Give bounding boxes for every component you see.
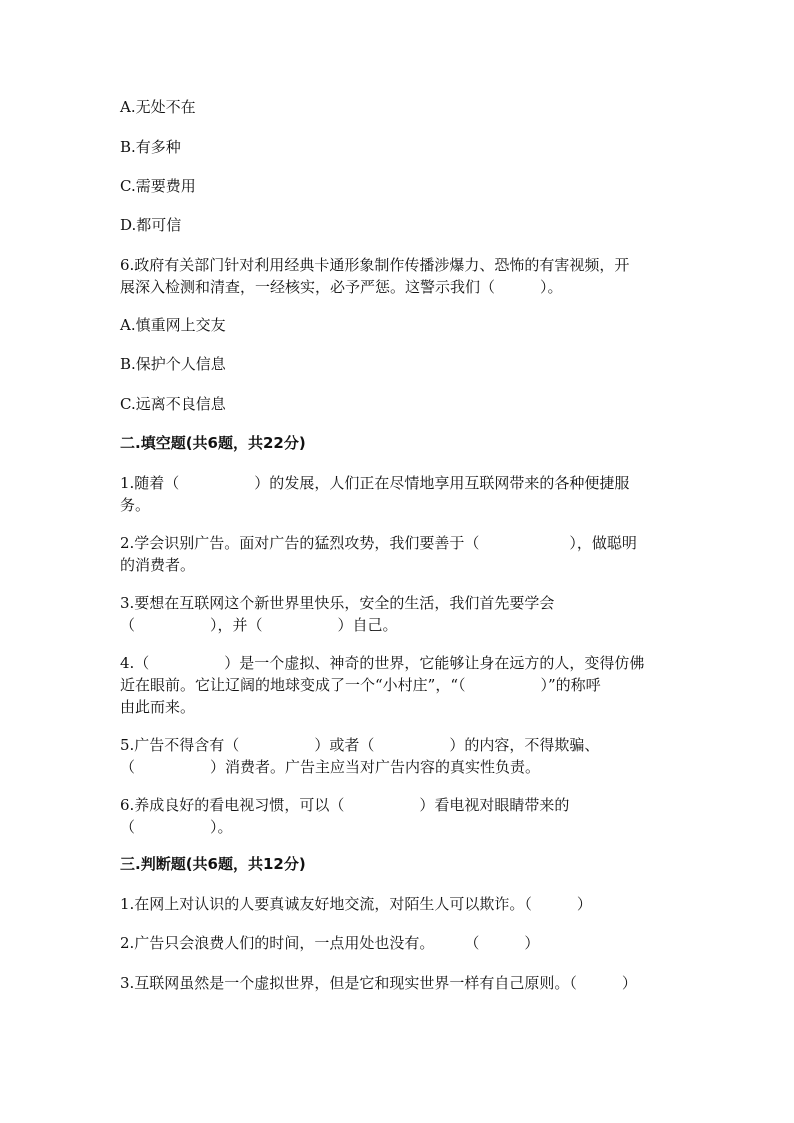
fill-q4-line1: 4.（ ）是一个虚拟、神奇的世界，它能够让身在远方的人，变得仿佛 <box>120 654 645 672</box>
option-a: A.无处不在 <box>120 98 196 116</box>
option-c: C.需要费用 <box>120 177 196 195</box>
section-3-title: 三.判断题(共6题，共12分) <box>120 855 306 873</box>
fill-q6-line1: 6.养成良好的看电视习惯，可以（ ）看电视对眼睛带来的 <box>120 796 570 814</box>
option-b: B.有多种 <box>120 138 181 156</box>
question-6-line1: 6.政府有关部门针对利用经典卡通形象制作传播涉爆力、恐怖的有害视频，开 <box>120 256 630 274</box>
fill-q4-line2: 近在眼前。它让辽阔的地球变成了一个“小村庄”，“（ ）”的称呼 <box>120 676 601 694</box>
fill-q2-line1: 2.学会识别广告。面对广告的猛烈攻势，我们要善于（ ），做聪明 <box>120 534 637 552</box>
fill-q5-line2: （ ）消费者。广告主应当对广告内容的真实性负责。 <box>120 758 541 776</box>
judge-q1: 1.在网上对认识的人要真诚友好地交流，对陌生人可以欺诈。（ ） <box>120 895 592 913</box>
fill-q5-line1: 5.广告不得含有（ ）或者（ ）的内容，不得欺骗、 <box>120 736 600 754</box>
fill-q3-line1: 3.要想在互联网这个新世界里快乐，安全的生活，我们首先要学会 <box>120 594 555 612</box>
judge-q3: 3.互联网虽然是一个虚拟世界，但是它和现实世界一样有自己原则。（ ） <box>120 974 637 992</box>
fill-q1-line1: 1.随着（ ）的发展，人们正在尽情地享用互联网带来的各种便捷服 <box>120 474 630 492</box>
section-2-title: 二.填空题(共6题，共22分) <box>120 434 306 452</box>
q6-option-c: C.远离不良信息 <box>120 395 226 413</box>
option-d: D.都可信 <box>120 216 182 234</box>
q6-option-a: A.慎重网上交友 <box>120 316 226 334</box>
judge-q2: 2.广告只会浪费人们的时间，一点用处也没有。 （ ） <box>120 934 540 952</box>
fill-q1-line2: 务。 <box>120 496 151 514</box>
q6-option-b: B.保护个人信息 <box>120 355 226 373</box>
fill-q2-line2: 的消费者。 <box>120 556 196 574</box>
question-6-line2: 展深入检测和清查，一经核实，必予严惩。这警示我们（ ）。 <box>120 278 563 296</box>
fill-q3-line2: （ ），并（ ）自己。 <box>120 616 398 634</box>
fill-q4-line3: 由此而来。 <box>120 698 196 716</box>
fill-q6-line2: （ ）。 <box>120 818 233 836</box>
